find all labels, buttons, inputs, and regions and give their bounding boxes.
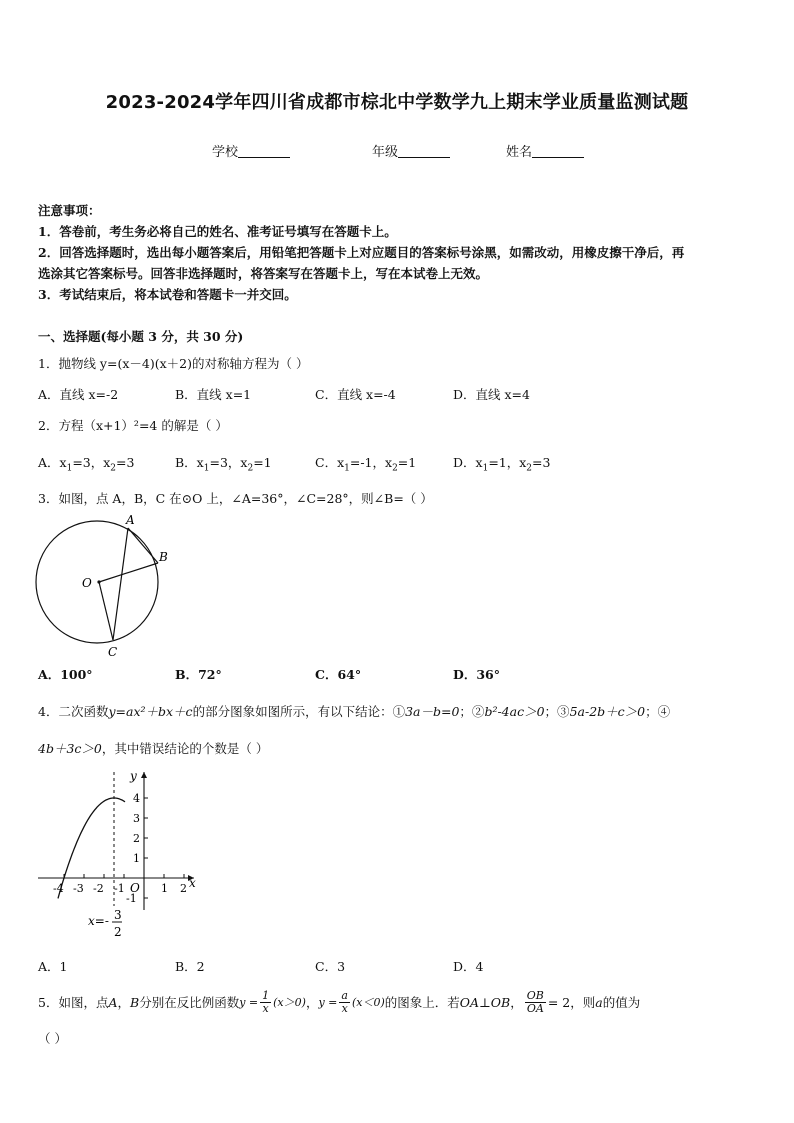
q3-option-c: C．64° <box>315 667 362 682</box>
q1-option-b: B．直线 x=1 <box>175 387 252 402</box>
name-label: 姓名 <box>506 145 533 160</box>
name-blank <box>532 144 584 158</box>
label-o: O <box>82 576 92 590</box>
school-label: 学校 <box>212 145 239 160</box>
y-tick-label: 4 <box>133 792 140 805</box>
q3-option-b: B．72° <box>175 667 222 682</box>
x-tick-label: -1 <box>114 882 125 895</box>
q5-fraction-2: $\frac{a}{x}$ <box>341 988 348 1015</box>
q1-stem: 1．抛物线 y=(x－4)(x＋2)的对称轴方程为（ ） <box>38 356 309 371</box>
x-axis-label: x <box>189 876 196 890</box>
x-tick-label: 2 <box>180 882 187 895</box>
q3-option-a: A．100° <box>38 667 93 682</box>
q1-option-d: D．直线 x=4 <box>453 387 530 402</box>
chord-ac <box>113 528 128 640</box>
name-field <box>506 141 584 160</box>
q5-stem: 5．如图，点 A ， B 分别在反比例函数 y = $\frac{1}{x}$ (x＞0) ， y = $\frac{a}{x}$ (x＜0) 的图象上．若 OA⊥OB ， $\frac{OB}{OA}$ = 2 ，则 a 的值为 <box>38 988 641 1015</box>
note-2b: 选涂其它答案标号。回答非选择题时，将答案写在答题卡上，写在本试卷上无效。 <box>38 266 489 281</box>
x-tick-labels <box>53 882 187 895</box>
chord-ab <box>128 528 158 563</box>
q3-circle-figure <box>30 508 180 660</box>
x-tick-label: -2 <box>93 882 104 895</box>
note-2a: 2．回答选择题时，选出每小题答案后，用铅笔把答题卡上对应题目的答案标号涂黑，如需改动，用橡皮擦干净后，再 <box>38 245 685 260</box>
q5-answer-paren: （ ） <box>38 1031 67 1046</box>
label-b: B <box>159 550 168 564</box>
label-c: C <box>108 645 118 659</box>
notes-heading: 注意事项： <box>38 203 101 218</box>
q2-option-c: C．$x_1=-1$，$x_2=1$ <box>315 455 417 474</box>
symmetry-note: x=- <box>88 914 109 928</box>
y-tick-label: 1 <box>133 852 140 865</box>
symmetry-frac-den: 2 <box>114 925 122 939</box>
school-field <box>212 141 290 160</box>
segment-ob <box>99 563 158 582</box>
q1-option-c: C．直线 x=-4 <box>315 387 396 402</box>
note-3: 3．考试结束后，将本试卷和答题卡一并交回。 <box>38 287 297 302</box>
grade-field <box>372 141 450 160</box>
grade-blank <box>398 144 450 158</box>
label-a: A <box>126 513 135 527</box>
q4-option-c: C．3 <box>315 959 346 974</box>
y-axis-label: y <box>130 769 137 783</box>
symmetry-frac-num: 3 <box>114 908 122 922</box>
q4-stem-line2: 4b＋3c＞0，其中错误结论的个数是（ ） <box>38 741 269 756</box>
q4-option-d: D．4 <box>453 959 484 974</box>
q5-fraction-1: $\frac{1}{x}$ <box>262 988 270 1015</box>
note-1: 1．答卷前，考生务必将自己的姓名、准考证号填写在答题卡上。 <box>38 224 397 239</box>
section-1-heading: 一、选择题(每小题 3 分，共 30 分) <box>38 329 244 344</box>
y-tick-label: 3 <box>133 812 140 825</box>
q4-stem-line1: 4．二次函数y=ax²＋bx＋c的部分图象如图所示，有以下结论：①3a－b=0；②b²-4ac＞0；③5a-2b＋c＞0；④ <box>38 704 671 719</box>
q3-option-d: D．36° <box>453 667 500 682</box>
y-tick-label: -1 <box>126 892 137 905</box>
school-blank <box>238 144 290 158</box>
q1-option-a: A．直线 x=-2 <box>38 387 119 402</box>
origin-label: O <box>130 881 140 895</box>
q2-stem: 2．方程（x+1）²=4 的解是（ ） <box>38 418 228 433</box>
q4-option-b: B．2 <box>175 959 205 974</box>
grade-label: 年级 <box>372 145 399 160</box>
y-tick-label: 2 <box>133 832 140 845</box>
y-axis-arrow <box>141 772 147 778</box>
x-tick-label: 1 <box>161 882 168 895</box>
q5-ratio: $\frac{OB}{OA}$ <box>526 988 544 1015</box>
q4-option-a: A．1 <box>38 959 68 974</box>
x-tick-label: -4 <box>53 882 64 895</box>
x-tick-label: -3 <box>73 882 84 895</box>
page-title: 2023-2024学年四川省成都市棕北中学数学九上期末学业质量监测试题 <box>105 92 689 113</box>
q4-parabola-graph <box>34 768 214 944</box>
q3-stem: 3．如图，点 A，B，C 在⊙O 上，∠A=36°，∠C=28°，则∠B=（ ） <box>38 491 433 506</box>
center-point <box>97 580 100 583</box>
q2-option-b: B．$x_1=3$，$x_2=1$ <box>175 455 272 474</box>
q2-option-d: D．$x_1=1$，$x_2=3$ <box>453 455 551 474</box>
circle-o <box>36 521 158 643</box>
segment-oc <box>99 582 113 640</box>
q2-option-a: A．$x_1=3$，$x_2=3$ <box>38 455 135 474</box>
